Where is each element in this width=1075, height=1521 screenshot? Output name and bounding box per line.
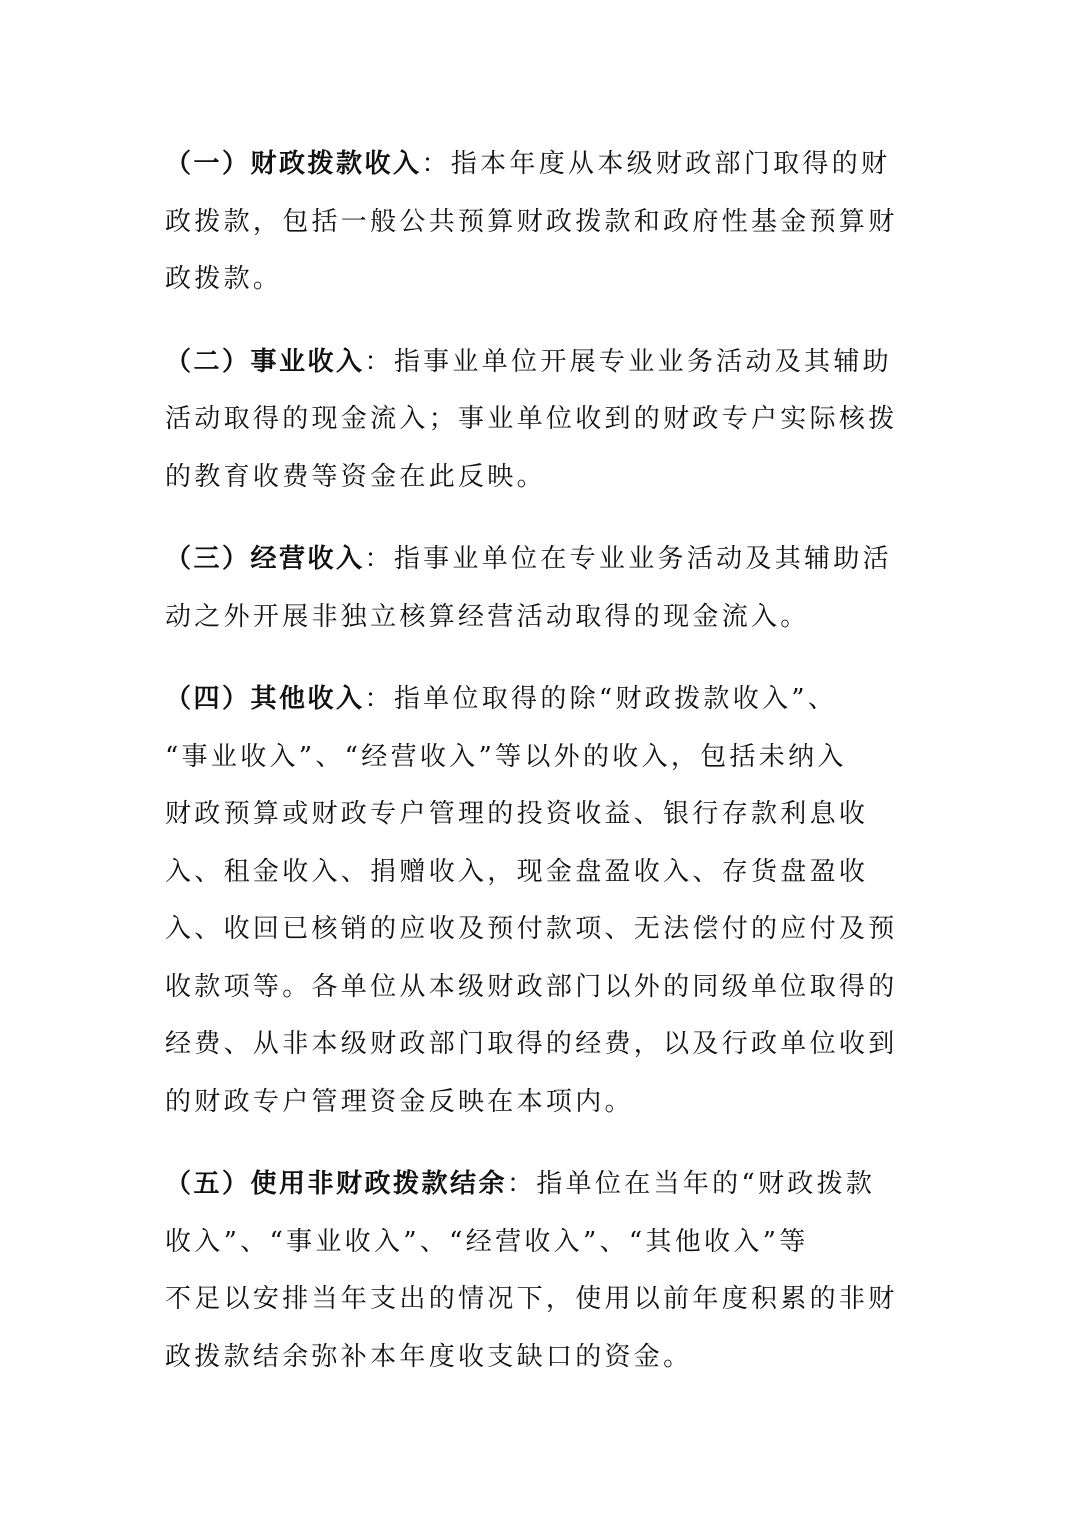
section-4-line-7: 经费、从非本级财政部门取得的经费，以及行政单位收到 (165, 1029, 898, 1059)
section-5-line-3: 不足以安排当年支出的情况下，使用以前年度积累的非财 (165, 1284, 898, 1314)
section-2-business-income (165, 334, 925, 507)
section-4-line-1: （四）其他收入：指单位取得的除“财政拨款收入”、 (165, 684, 838, 714)
section-2-line-1: （二）事业收入：指事业单位开展专业业务活动及其辅助 (165, 346, 892, 377)
section-1-heading: （一）财政拨款收入 (165, 149, 422, 179)
section-4-line-4: 入、租金收入、捐赠收入，现金盘盈收入、存货盘盈收 (165, 856, 869, 887)
section-3-line-1: （三）经营收入：指事业单位在专业业务活动及其辅助活 (165, 544, 892, 574)
section-5-line-4: 政拨款结余弥补本年度收支缺口的资金。 (165, 1341, 693, 1372)
section-4-other-income (165, 671, 925, 1131)
section-4-line-6: 收款项等。各单位从本级财政部门以外的同级单位取得的 (165, 971, 898, 1002)
section-5-line-2: 收入”、“事业收入”、“经营收入”、“其他收入”等 (165, 1226, 809, 1257)
section-1-financial-appropriation (165, 136, 925, 309)
document-body (165, 136, 925, 1411)
section-2-line-2: 活动取得的现金流入；事业单位收到的财政专户实际核拨 (165, 404, 898, 434)
section-3-heading: （三）经营收入 (165, 544, 365, 574)
section-4-heading: （四）其他收入 (165, 684, 365, 714)
section-3-operating-income (165, 531, 925, 646)
section-5-non-appropriation-surplus (165, 1156, 925, 1386)
section-5-line-1: （五）使用非财政拨款结余：指单位在当年的“财政拨款 (165, 1169, 876, 1199)
section-1-line-2: 政拨款，包括一般公共预算财政拨款和政府性基金预算财 (165, 206, 898, 237)
section-4-line-5: 入、收回已核销的应收及预付款项、无法偿付的应付及预 (165, 914, 898, 944)
section-2-heading: （二）事业收入 (165, 346, 365, 377)
section-4-line-3: 财政预算或财政专户管理的投资收益、银行存款利息收 (165, 799, 869, 829)
section-4-line-8: 的财政专户管理资金反映在本项内。 (165, 1086, 634, 1117)
section-2-line-3: 的教育收费等资金在此反映。 (165, 461, 546, 492)
section-4-line-2: “事业收入”、“经营收入”等以外的收入，包括未纳入 (165, 741, 847, 772)
section-1-line-1: （一）财政拨款收入：指本年度从本级财政部门取得的财 (165, 149, 891, 179)
section-1-line-3: 政拨款。 (165, 264, 283, 294)
section-5-heading: （五）使用非财政拨款结余 (165, 1169, 508, 1199)
section-3-line-2: 动之外开展非独立核算经营活动取得的现金流入。 (165, 601, 810, 632)
